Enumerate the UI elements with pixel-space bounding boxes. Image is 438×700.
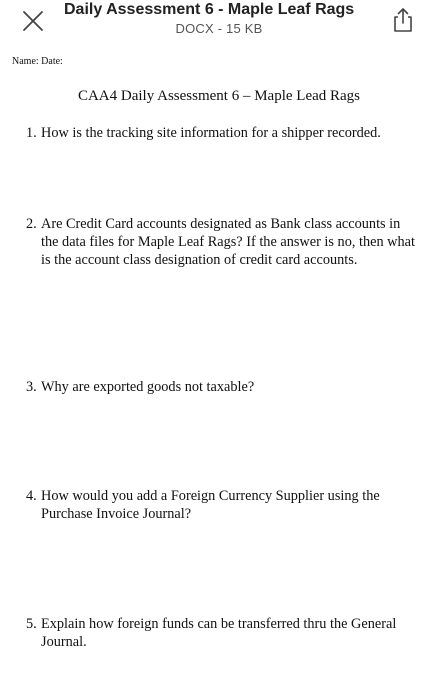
question-number: 2. <box>26 216 37 232</box>
name-date-line: Name: Date: <box>12 56 63 67</box>
question-item <box>26 378 420 396</box>
question-item <box>26 487 420 523</box>
question-item <box>26 124 420 142</box>
document-page <box>0 44 438 700</box>
question-text: Explain how foreign funds can be transferred thru the General Journal. <box>41 616 397 650</box>
question-text: How is the tracking site information for a shipper recorded. <box>41 125 381 141</box>
document-title: Daily Assessment 6 - Maple Leaf Rags <box>64 1 355 18</box>
question-item <box>26 615 420 651</box>
question-item <box>26 215 420 269</box>
question-text: Why are exported goods not taxable? <box>41 379 255 395</box>
question-number: 1. <box>26 125 37 141</box>
top-bar <box>0 0 438 44</box>
document-heading: CAA4 Daily Assessment 6 – Maple Lead Rags <box>77 88 361 104</box>
document-subtitle: DOCX - 15 KB <box>175 21 263 36</box>
question-number: 3. <box>26 379 37 395</box>
question-text: How would you add a Foreign Currency Supplier using the Purchase Invoice Journal? <box>41 488 380 522</box>
question-text: Are Credit Card accounts designated as Bank class accounts in the data files for Maple Leaf Rags? If the answer is no, then what is the account class designation of credit card accounts. <box>41 216 415 268</box>
question-number: 5. <box>26 616 37 632</box>
share-icon[interactable] <box>390 6 416 34</box>
question-number: 4. <box>26 488 37 504</box>
